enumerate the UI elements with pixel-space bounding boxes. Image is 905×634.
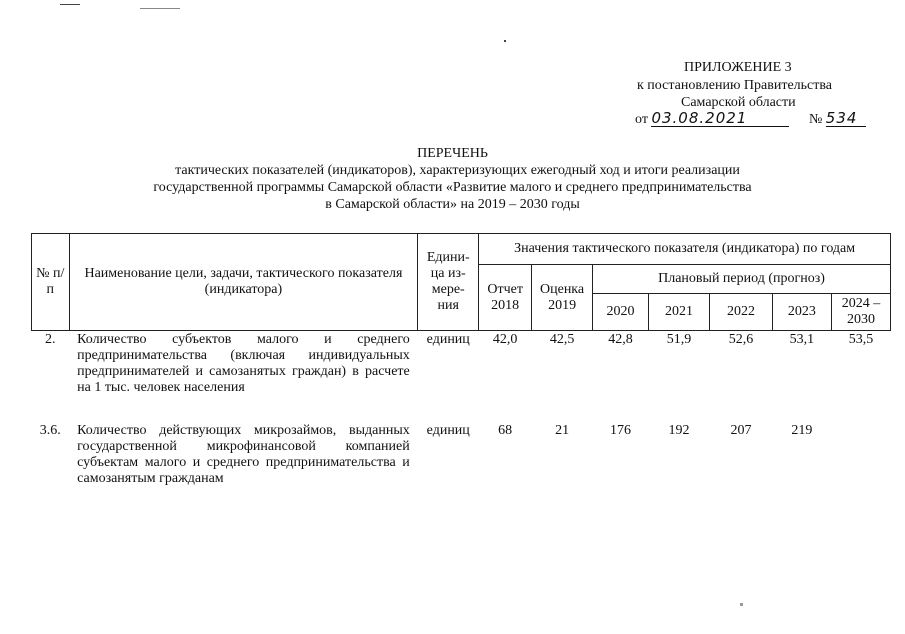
document-heading [0, 145, 905, 213]
value-2022: 52,6 [728, 332, 754, 347]
appendix-line2: Самарской области [681, 95, 796, 110]
value-2021: 51,9 [666, 332, 692, 347]
appendix-line1: к постановлению Правительства [637, 78, 833, 93]
value-2020: 42,8 [608, 332, 633, 347]
header-plan-group: Плановый период (прогноз) [593, 265, 891, 294]
heading-line1: тактических показателей (индикаторов), характеризующих ежегодный ход и итоги реализации [175, 163, 740, 178]
appendix-date-line [635, 110, 866, 128]
value-2021: 192 [668, 423, 690, 438]
header-estimate-2019: Оценка 2019 [532, 265, 593, 331]
indicators-table [31, 233, 891, 488]
table-row [32, 331, 891, 423]
value-2024-2030: 53,5 [848, 332, 874, 347]
handwritten-date: 03.08.2021 [651, 110, 789, 127]
value-2024-2030 [831, 422, 890, 488]
heading-title: ПЕРЕЧЕНЬ [417, 146, 488, 161]
value-2019: 42,5 [549, 332, 575, 347]
header-year-2022: 2022 [709, 294, 772, 331]
value-2019: 21 [555, 423, 570, 438]
scan-speck [740, 603, 743, 606]
scan-speck [140, 8, 180, 9]
value-2020: 176 [610, 423, 631, 438]
header-year-2021: 2021 [648, 294, 709, 331]
heading-line2: государственной программы Самарской области «Развитие малого и среднего предпринимательства [153, 180, 752, 195]
row-name: Количество действующих микрозаймов, выданных государственной микрофинансовой компанией субъектам малого и среднего предпринимательства и самозанятым гражданам [77, 423, 410, 486]
row-num: 2. [45, 332, 56, 347]
appendix-title: ПРИЛОЖЕНИЕ 3 [684, 60, 792, 75]
handwritten-number: 534 [826, 110, 866, 127]
scan-speck [60, 4, 80, 5]
header-values-group: Значения тактического показателя (индикатора) по годам [479, 234, 891, 265]
row-num: 3.6. [39, 423, 61, 438]
value-2018: 42,0 [492, 332, 518, 347]
value-2018: 68 [498, 423, 513, 438]
header-year-2023: 2023 [772, 294, 831, 331]
number-prefix: № [808, 112, 823, 127]
header-report-2018: Отчет 2018 [479, 265, 532, 331]
header-year-2020: 2020 [593, 294, 649, 331]
date-prefix: от [635, 112, 648, 127]
header-unit: Едини-ца из-мере-ния [418, 234, 479, 331]
header-num: № п/п [32, 234, 70, 331]
scan-speck [504, 40, 506, 42]
table-row [32, 422, 891, 488]
value-2023: 53,1 [789, 332, 815, 347]
row-unit: единиц [426, 332, 470, 347]
value-2023: 219 [791, 423, 813, 438]
heading-line3: в Самарской области» на 2019 – 2030 годы [325, 197, 580, 212]
value-2022: 207 [730, 423, 752, 438]
header-year-2024-2030: 2024 – 2030 [831, 294, 890, 331]
row-name: Количество субъектов малого и среднего предпринимательства (включая индивидуальных предпринимателей и самозанятых граждан) в расчете на 1 тыс. человек населения [77, 332, 410, 395]
row-unit: единиц [426, 423, 470, 438]
header-name: Наименование цели, задачи, тактического показателя (индикатора) [69, 234, 418, 331]
